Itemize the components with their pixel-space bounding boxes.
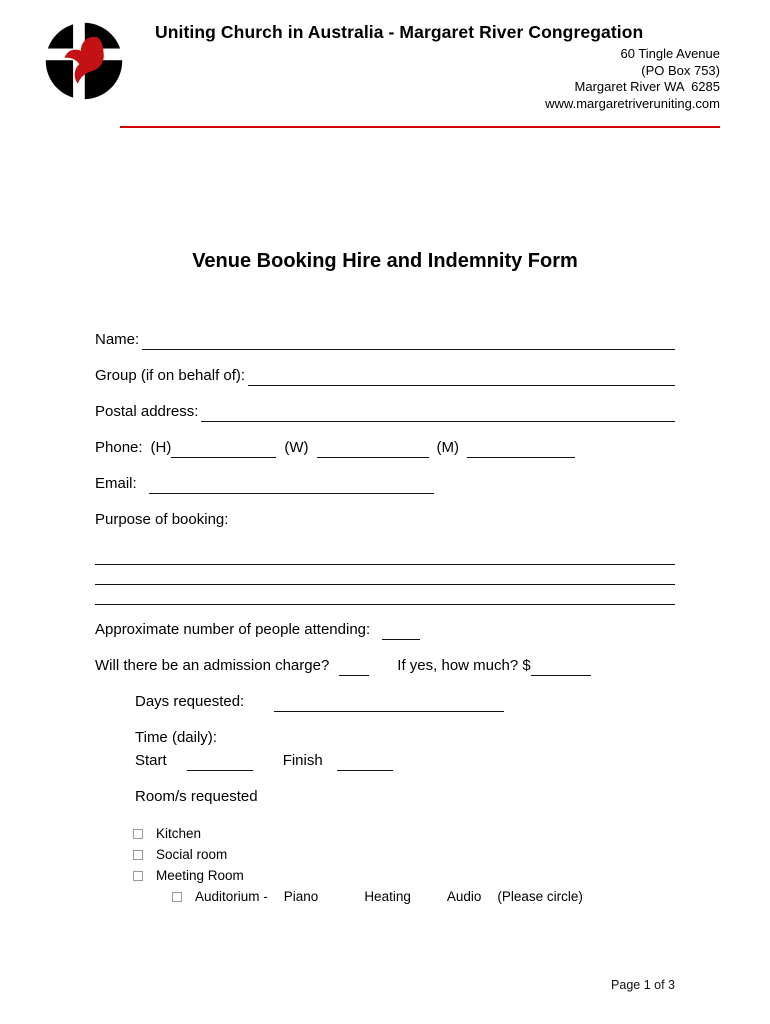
rooms-row [135, 786, 675, 807]
option-heating[interactable]: Heating [364, 889, 411, 904]
finish-label: Finish [282, 752, 323, 769]
postal-address-label: Postal address: [95, 403, 199, 420]
phone-home-input-line[interactable] [171, 441, 276, 458]
admission-amount-input-line[interactable] [531, 659, 591, 676]
time-daily-label: Time (daily): [135, 729, 217, 746]
start-input-line[interactable] [187, 754, 253, 771]
page-number: Page 1 of 3 [611, 978, 675, 992]
start-label: Start [135, 752, 167, 769]
group-input-line[interactable] [248, 369, 675, 386]
form-body [0, 273, 770, 907]
address-line-pobox: (PO Box 753) [641, 62, 720, 78]
admission-amount-label: If yes, how much? $ [397, 657, 531, 674]
name-input-line[interactable] [142, 333, 675, 350]
group-label: Group (if on behalf of): [95, 367, 246, 384]
email-input-line[interactable] [149, 477, 434, 494]
phone-home-label: (H) [150, 439, 172, 456]
room-option-meeting-room [133, 865, 675, 886]
meeting-room-label: Meeting Room [156, 868, 244, 883]
purpose-input-line[interactable] [95, 585, 675, 605]
postal-row [95, 401, 675, 422]
purpose-input-line[interactable] [95, 545, 675, 565]
attending-label: Approximate number of people attending: [95, 621, 371, 638]
admission-row [95, 655, 675, 676]
header-rule [120, 126, 720, 128]
days-requested-label: Days requested: [135, 693, 245, 710]
uniting-church-logo-icon [45, 22, 123, 100]
option-piano[interactable]: Piano [283, 889, 319, 904]
social-room-checkbox[interactable] [133, 850, 143, 860]
purpose-input-line[interactable] [95, 565, 675, 585]
name-row [95, 329, 675, 350]
attending-row [95, 619, 675, 640]
address-line-city: Margaret River WA 6285 [574, 79, 720, 94]
header [0, 0, 770, 112]
org-title: Uniting Church in Australia - Margaret River Congregation [155, 22, 644, 42]
social-room-label: Social room [156, 847, 228, 862]
purpose-label: Purpose of booking: [95, 511, 229, 528]
purpose-row [95, 509, 675, 530]
finish-input-line[interactable] [337, 754, 393, 771]
kitchen-label: Kitchen [156, 826, 202, 841]
phone-work-label: (W) [284, 439, 309, 456]
room-option-auditorium [172, 886, 675, 907]
postal-address-input-line[interactable] [201, 405, 675, 422]
please-circle-note: (Please circle) [497, 889, 583, 904]
phone-work-input-line[interactable] [317, 441, 429, 458]
meeting-room-checkbox[interactable] [133, 871, 143, 881]
time-row [135, 750, 675, 771]
phone-mobile-input-line[interactable] [467, 441, 575, 458]
option-audio[interactable]: Audio [446, 889, 482, 904]
form-title: Venue Booking Hire and Indemnity Form [192, 250, 578, 272]
auditorium-checkbox[interactable] [172, 892, 182, 902]
website-url: www.margaretriveruniting.com [545, 95, 720, 111]
rooms-checkbox-list [133, 823, 675, 907]
address-block [155, 46, 720, 112]
admission-input-line[interactable] [339, 659, 369, 676]
rooms-requested-label: Room/s requested [135, 788, 258, 805]
address-line-street: 60 Tingle Avenue [620, 46, 720, 61]
admission-label: Will there be an admission charge? [95, 657, 330, 674]
purpose-lines [95, 545, 675, 605]
days-row [135, 691, 675, 712]
phone-mobile-label: (M) [436, 439, 460, 456]
time-block [135, 727, 675, 771]
attending-input-line[interactable] [382, 623, 420, 640]
phone-row [95, 437, 675, 458]
phone-label: Phone: [95, 439, 143, 456]
email-row [95, 473, 675, 494]
group-row [95, 365, 675, 386]
email-label: Email: [95, 475, 137, 492]
name-label: Name: [95, 331, 140, 348]
days-requested-input-line[interactable] [274, 695, 504, 712]
auditorium-label: Auditorium - [195, 889, 268, 904]
room-option-social-room [133, 844, 675, 865]
kitchen-checkbox[interactable] [133, 829, 143, 839]
room-option-kitchen [133, 823, 675, 844]
header-text [123, 22, 720, 112]
